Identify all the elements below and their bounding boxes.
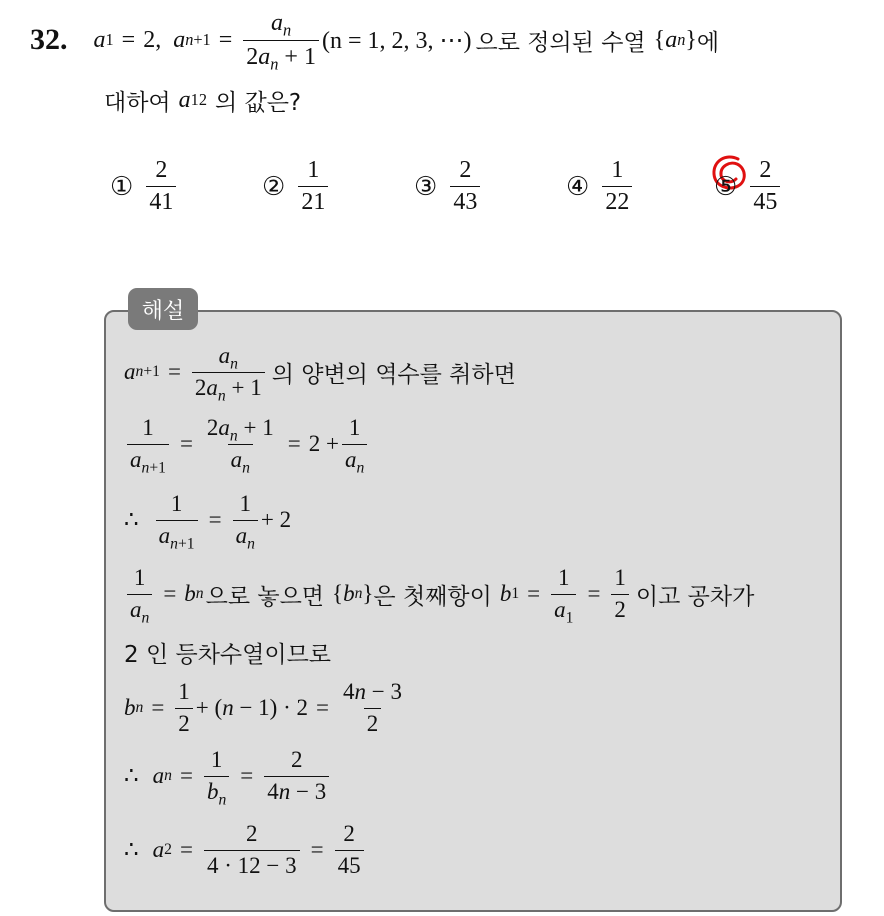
question-text-defined: 으로 정의된 수열 — [475, 29, 646, 56]
question-line-2: 대하여 a 12 의 값은? — [104, 80, 301, 120]
choice-4-label: ④ — [566, 171, 590, 202]
solution-line-1: a n +1 = $\frac{a_n}{2a_n + 1}$ 의 양변의 역수를 취하면 — [124, 343, 516, 404]
solution-line-4-text-1: 으로 놓으면 — [205, 583, 325, 610]
choice-5-num: 2 — [759, 157, 772, 183]
question-text-e: 에 — [696, 29, 720, 56]
solution-title: 해설 — [128, 288, 198, 330]
choice-5-label: ⑤ — [714, 171, 738, 202]
choice-2-label: ② — [262, 171, 286, 202]
question-text-about: 대하여 — [104, 89, 171, 116]
choice-5-den: 45 — [750, 186, 780, 215]
solution-line-4: $\frac{1}{a_n}$ = b n 으로 놓으면 { b n } 은 첫째항이 b 1 = $\frac{1}{a_1}$ = $\frac{1}{2}$ 이고 공차가 — [124, 562, 754, 626]
choice-3-label: ③ — [414, 171, 438, 202]
choice-4-den: 22 — [602, 186, 632, 215]
solution-line-6: b n = $\frac{1}{2}$ + ( n − 1) · 2 = $\frac{4n - 3}{2}$ — [124, 679, 402, 736]
choice-1-den: 41 — [146, 186, 176, 215]
solution-line-5 — [124, 634, 331, 670]
choice-3-num: 2 — [459, 157, 472, 183]
choice-3[interactable] — [414, 158, 483, 215]
solution-line-2: $\frac{1}{a_{n+1}}$ = $\frac{2a_n + 1}{a_n}$ = 2 + $\frac{1}{a_n}$ — [124, 412, 370, 476]
solution-line-3: ∴ $\frac{1}{a_{n+1}}$ = $\frac{1}{a_n}$ + 2 — [124, 491, 292, 552]
choice-4[interactable] — [566, 158, 635, 215]
solution-line-4-text-3: 이고 공차가 — [635, 583, 755, 610]
solution-line-1-text: 의 양변의 역수를 취하면 — [271, 361, 516, 388]
recurrence-fraction: $\frac{a_n}{2a_n + 1}$ — [243, 10, 319, 69]
solution-line-7: ∴ a n = $\frac{1}{b_n}$ = $\frac{2}{4n - 3}$ — [124, 744, 332, 808]
n-range: (n = 1, 2, 3, ⋯) — [321, 27, 472, 54]
question-number: 32. — [30, 23, 68, 56]
solution-line-5-text: 2 인 등차수열이므로 — [124, 641, 331, 668]
choice-4-num: 1 — [611, 157, 624, 183]
choice-2-den: 21 — [298, 186, 328, 215]
choice-3-den: 43 — [450, 186, 480, 215]
choice-2-num: 1 — [307, 157, 320, 183]
solution-line-4-text-2: 은 첫째항이 — [373, 583, 492, 610]
final-answer-den: 45 — [335, 850, 364, 878]
question-line-1: 32. a 1 = 2, a n +1 = $\frac{a_n}{2a_n + 1}$ (n = 1, 2, 3, ⋯) 으로 정의된 수열 { a n } 에 — [30, 10, 720, 74]
choice-1-num: 2 — [155, 157, 168, 183]
choice-5[interactable] — [714, 158, 783, 215]
final-answer-num: 2 — [343, 821, 355, 847]
question-text-value: 의 값은? — [214, 89, 302, 116]
choice-2[interactable] — [262, 158, 331, 215]
choice-1-label: ① — [110, 171, 134, 202]
solution-line-8: ∴ a 2 = $\frac{2}{4 \cdot 12 - 3}$ = $\frac{2}{45}$ — [124, 818, 367, 882]
choice-1[interactable] — [110, 158, 179, 215]
